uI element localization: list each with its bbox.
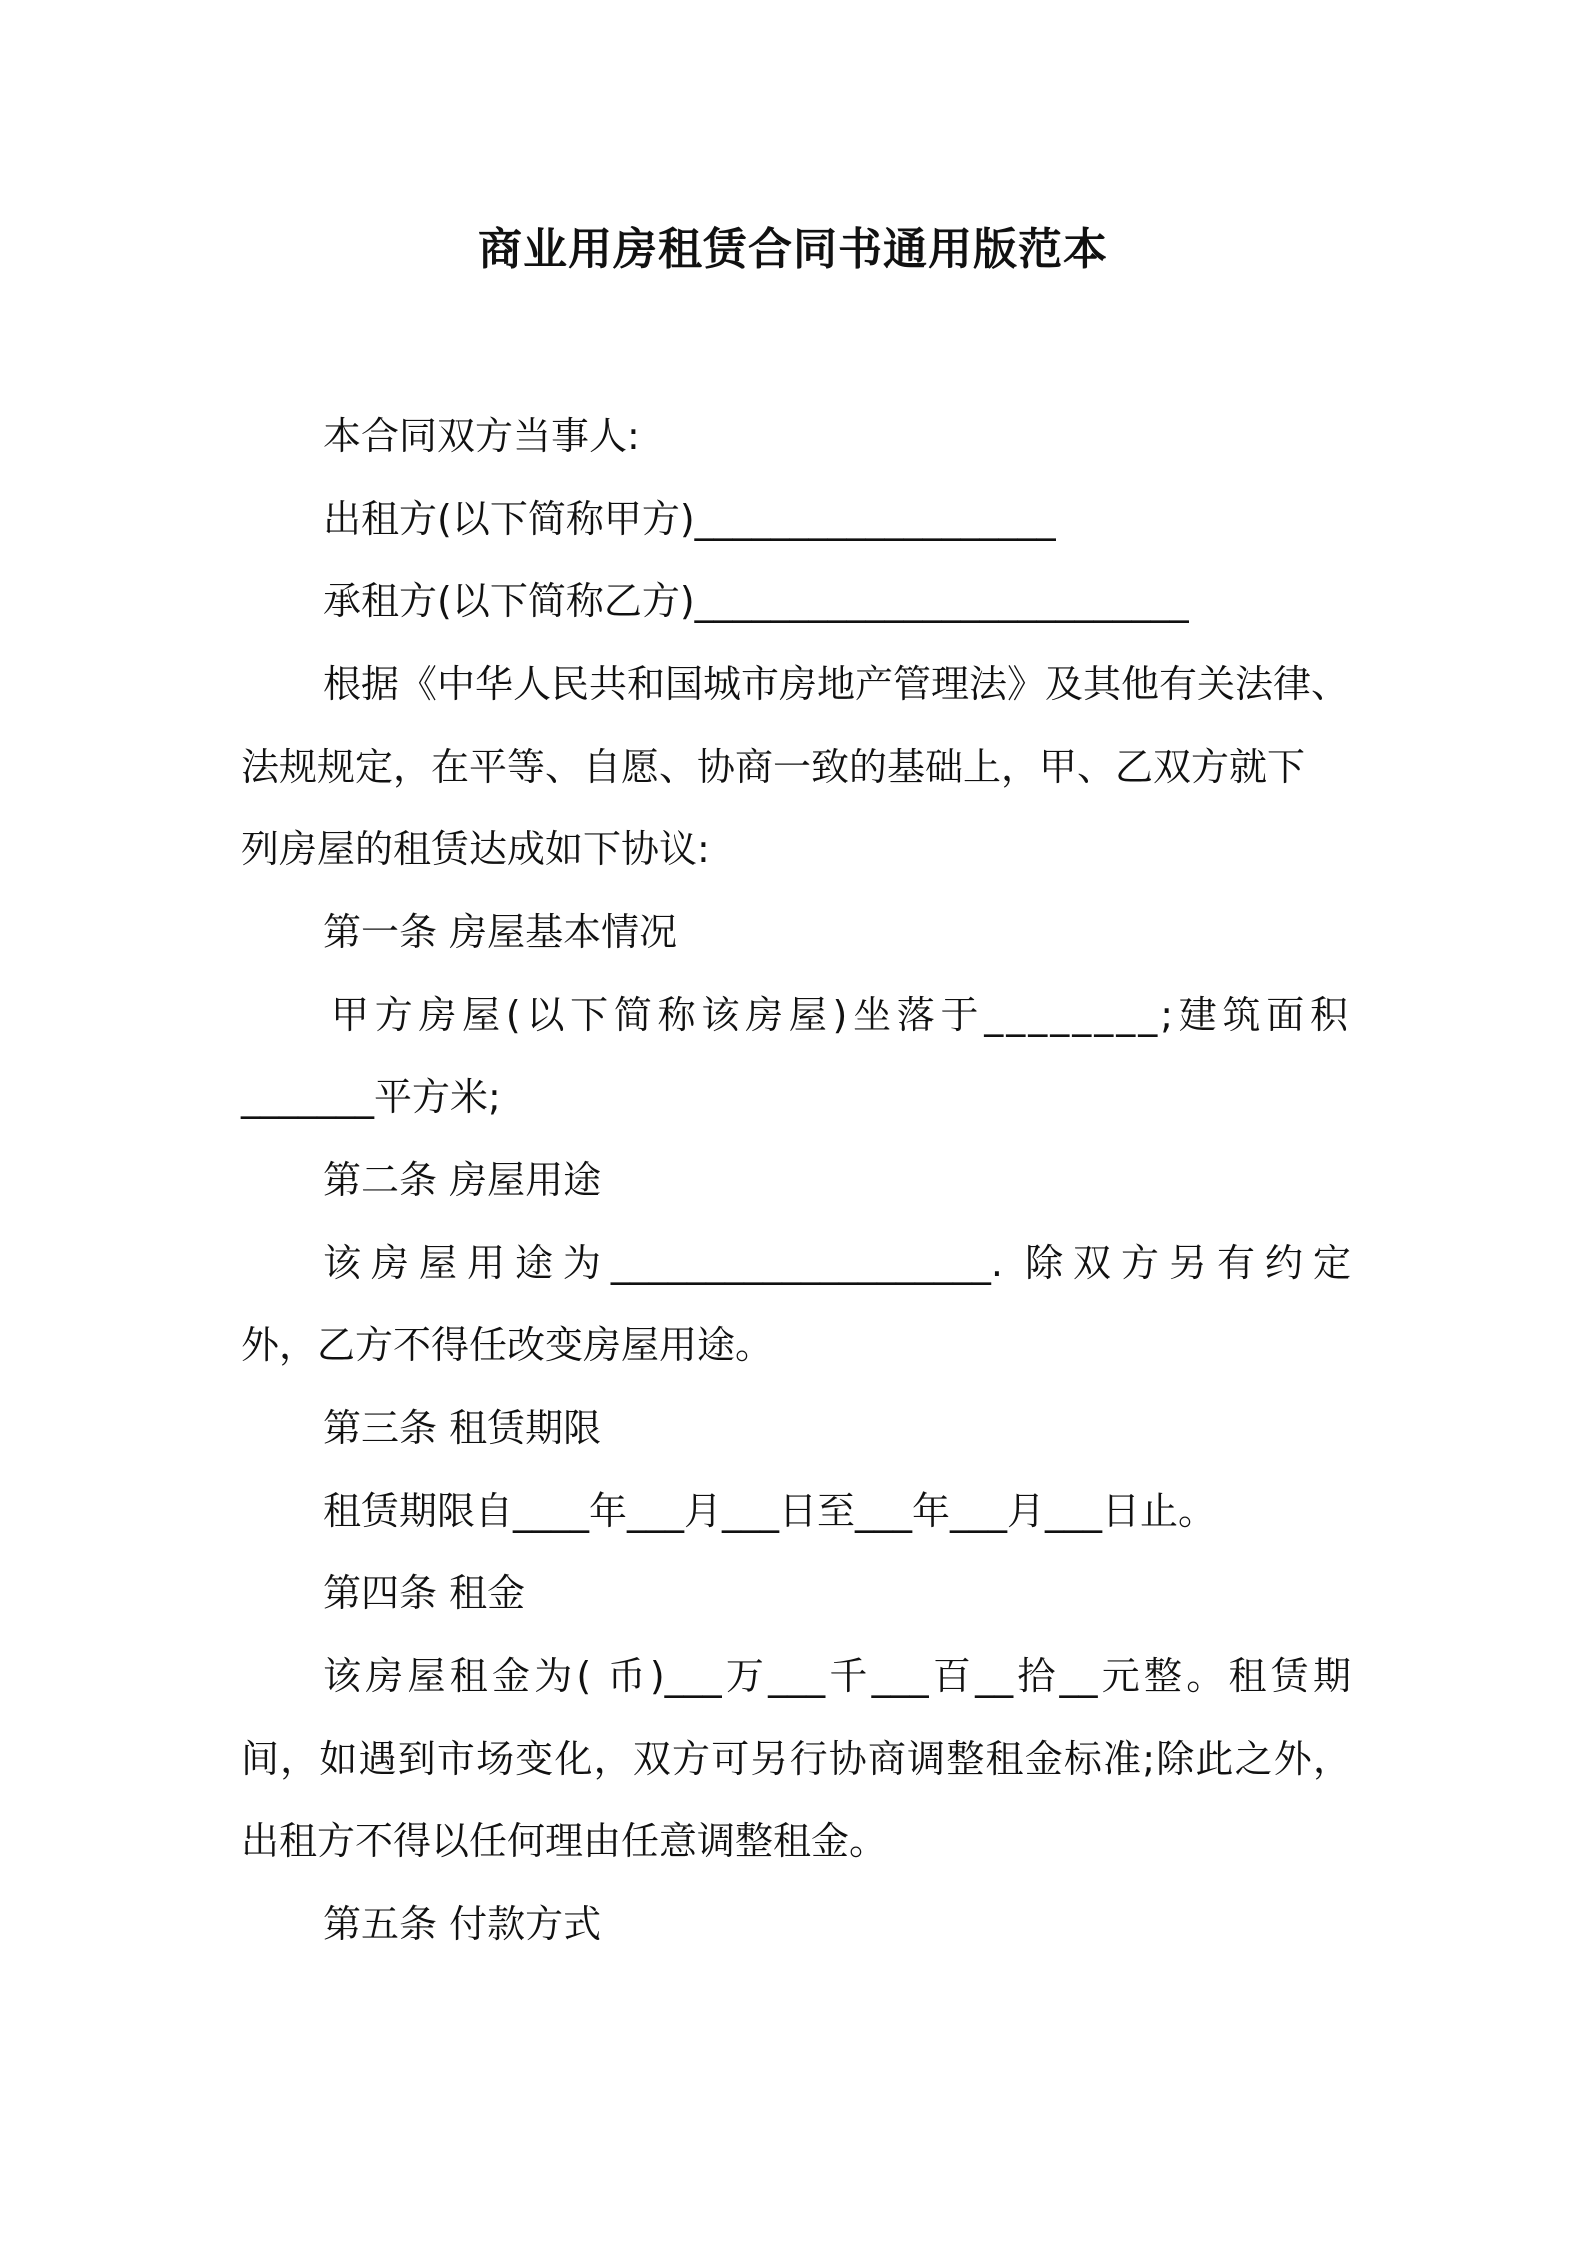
article-4-heading: 第四条 租金 [323, 1571, 526, 1615]
article-1-text-1: 甲方房屋(以下简称该房屋)坐落于________;建筑面积 [331, 993, 1351, 1037]
article-2-heading: 第二条 房屋用途 [323, 1158, 602, 1202]
preamble-line-1: 根据《中华人民共和国城市房地产管理法》及其他有关法律、 [323, 662, 1350, 706]
preamble-line-2: 法规规定，在平等、自愿、协商一致的基础上，甲、乙双方就下 [241, 745, 1306, 789]
article-2-text-2: 外，乙方不得任改变房屋用途。 [241, 1323, 774, 1367]
preamble-line-3: 列房屋的租赁达成如下协议: [241, 827, 710, 871]
article-4-text-3: 出租方不得以任何理由任意调整租金。 [241, 1819, 888, 1863]
article-3-heading: 第三条 租赁期限 [323, 1406, 602, 1450]
article-4-text-1: 该房屋租金为( 币)___万___千___百__拾__元整。租赁期 [323, 1654, 1351, 1698]
article-1-text-2: _______平方米; [241, 1075, 501, 1119]
article-1-heading: 第一条 房屋基本情况 [323, 910, 678, 954]
article-4-text-2: 间，如遇到市场变化，双方可另行协商调整租金标准;除此之外， [241, 1737, 1351, 1781]
lessee-line: 承租方(以下简称乙方)__________________________ [323, 579, 1189, 623]
article-3-text: 租赁期限自____年___月___日至___年___月___日止。 [323, 1489, 1217, 1533]
document-title: 商业用房租赁合同书通用版范本 [478, 224, 1108, 275]
article-5-heading: 第五条 付款方式 [323, 1902, 602, 1946]
parties-intro: 本合同双方当事人: [323, 414, 640, 458]
article-2-text-1: 该房屋用途为____________________. 除双方另有约定 [323, 1241, 1351, 1285]
lessor-line: 出租方(以下简称甲方)___________________ [323, 497, 1056, 541]
